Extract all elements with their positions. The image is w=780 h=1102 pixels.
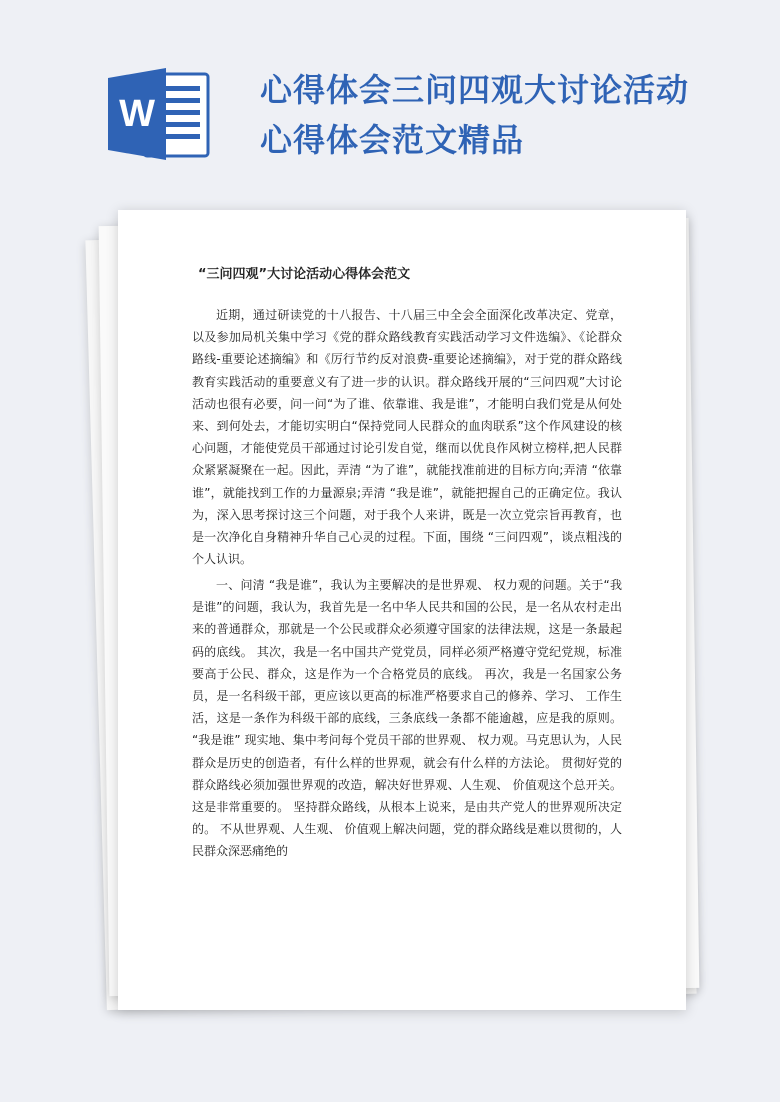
page-title-line-2: 心得体会范文精品: [260, 121, 525, 159]
document-page: [118, 210, 686, 1010]
word-document-icon: [108, 68, 212, 160]
svg-text:W: W: [119, 93, 155, 135]
document-heading: “三问四观”大讨论活动心得体会范文: [198, 267, 411, 282]
paragraph-intro: 近期，通过研读党的十八报告、十八届三中全会全面深化改革决定、党章，以及参加局机关集中学习《党的群众路线教育实践活动学习文件选编》、《论群众路线-重要论述摘编》和《厉行节约反对浪费-重要论述摘编》，对于党的群众路线教育实践活动的重要意义有了进一步的认识。群众路线开展的“三问四观”大讨论活动也很有必要，问一问“为了谁、依靠谁、我是谁”，才能明白我们党是从何处来、到何处去，才能切实明白“保持党同人民群众的血肉联系”这个作风建设的核心问题，才能使党员干部通过讨论引发自觉，继而以优良作风树立榜样,把人民群众紧紧凝聚在一起。因此，弄清 “为了谁”，就能找准前进的目标方向;弄清 “依靠谁”，就能找到工作的力量源泉;弄清 “我是谁”，就能把握自己的正确定位。我认为，深入思考探讨这三个问题，对于我个人来讲，既是一次立党宗旨再教育，也是一次净化自身精神升华自己心灵的过程。下面，围绕 “三问四观”，谈点粗浅的个人认识。: [192, 308, 622, 567]
page-title-line-1: 心得体会三问四观大讨论活动: [260, 71, 690, 109]
paragraph-section-one: 一、问清 “我是谁”，我认为主要解决的是世界观、 权力观的问题。关于“我是谁”的问题，我认为，我首先是一名中华人民共和国的公民，是一名从农村走出来的普通群众，那就是一个公民或群众必须遵守国家的法律法规，这是一条最起码的底线。 其次，我是一名中国共产党党员，同样必须严格遵守党纪党规，标准要高于公民、群众，这是作为一个合格党员的底线。 再次，我是一名国家公务员，是一名科级干部，更应该以更高的标准严格要求自己的修养、学习、 工作生活，这是一条作为科级干部的底线，三条底线一条都不能逾越，应是我的原则。 “我是谁” 现实地、集中考问每个党员干部的世界观、 权力观。马克思认为，人民群众是历史的创造者，有什么样的世界观，就会有什么样的方法论。 贯彻好党的群众路线必须加强世界观的改造，解决好世界观、人生观、 价值观这个总开关。这是非常重要的。 坚持群众路线，从根本上说来，是由共产党人的世界观所决定的。 不从世界观、人生观、 价值观上解决问题，党的群众路线是难以贯彻的，人民群众深恶痛绝的: [192, 578, 622, 859]
header: [0, 0, 780, 200]
